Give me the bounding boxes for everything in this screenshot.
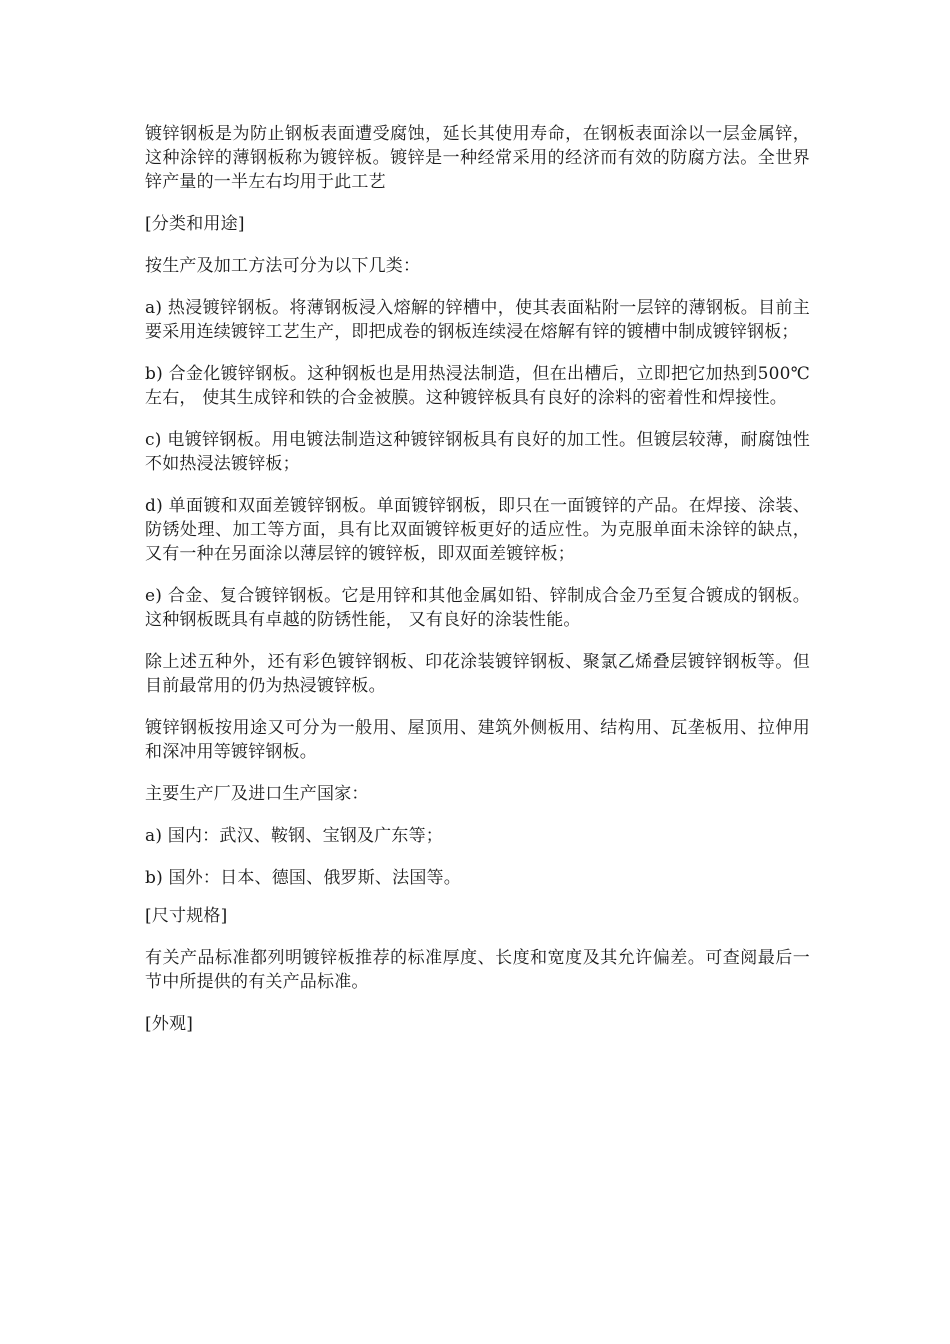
list-item-electro: c) 电镀锌钢板。用电镀法制造这种镀锌钢板具有良好的加工性。但镀层较薄，耐腐蚀性不如热浸法镀锌板； <box>145 430 810 474</box>
list-item-alloy-composite: e) 合金、复合镀锌钢板。它是用锌和其他金属如铅、锌制成合金乃至复合镀成的钢板。这种钢板既具有卓越的防锈性能， 又有良好的涂装性能。 <box>145 586 810 630</box>
section-heading-classification: [分类和用途] <box>145 214 245 234</box>
producers-domestic: a) 国内：武汉、鞍钢、宝钢及广东等； <box>145 826 443 846</box>
document-page <box>145 122 810 1054</box>
section-heading-appearance: [外观] <box>145 1014 194 1034</box>
list-item-alloyed: b) 合金化镀锌钢板。这种钢板也是用热浸法制造，但在出槽后，立即把它加热到500℃左右， 使其生成锌和铁的合金被膜。这种镀锌板具有良好的涂料的密着性和焊接性。 <box>145 364 810 408</box>
list-item-single-side: d) 单面镀和双面差镀锌钢板。单面镀锌钢板，即只在一面镀锌的产品。在焊接、涂装、防锈处理、加工等方面，具有比双面镀锌板更好的适应性。为克服单面未涂锌的缺点， 又有一种在另面涂以薄层锌的镀锌板，即双面差镀锌板； <box>145 496 810 564</box>
producers-intro: 主要生产厂及进口生产国家： <box>145 784 369 804</box>
other-types-paragraph: 除上述五种外，还有彩色镀锌钢板、印花涂装镀锌钢板、聚氯乙烯叠层镀锌钢板等。但目前最常用的仍为热浸镀锌板。 <box>145 652 810 696</box>
classification-intro: 按生产及加工方法可分为以下几类： <box>145 256 421 276</box>
producers-foreign: b) 国外：日本、德国、俄罗斯、法国等。 <box>145 868 461 888</box>
intro-paragraph: 镀锌钢板是为防止钢板表面遭受腐蚀，延长其使用寿命，在钢板表面涂以一层金属锌，这种涂锌的薄钢板称为镀锌板。镀锌是一种经常采用的经济而有效的防腐方法。全世界锌产量的一半左右均用于此工艺 <box>145 124 810 192</box>
dimensions-paragraph: 有关产品标准都列明镀锌板推荐的标准厚度、长度和宽度及其允许偏差。可查阅最后一节中所提供的有关产品标准。 <box>145 948 810 992</box>
list-item-hot-dip: a) 热浸镀锌钢板。将薄钢板浸入熔解的锌槽中，使其表面粘附一层锌的薄钢板。目前主要采用连续镀锌工艺生产，即把成卷的钢板连续浸在熔解有锌的镀槽中制成镀锌钢板； <box>145 298 810 342</box>
section-heading-dimensions: [尺寸规格] <box>145 906 228 926</box>
usage-paragraph: 镀锌钢板按用途又可分为一般用、屋顶用、建筑外侧板用、结构用、瓦垄板用、拉伸用和深冲用等镀锌钢板。 <box>145 718 810 762</box>
